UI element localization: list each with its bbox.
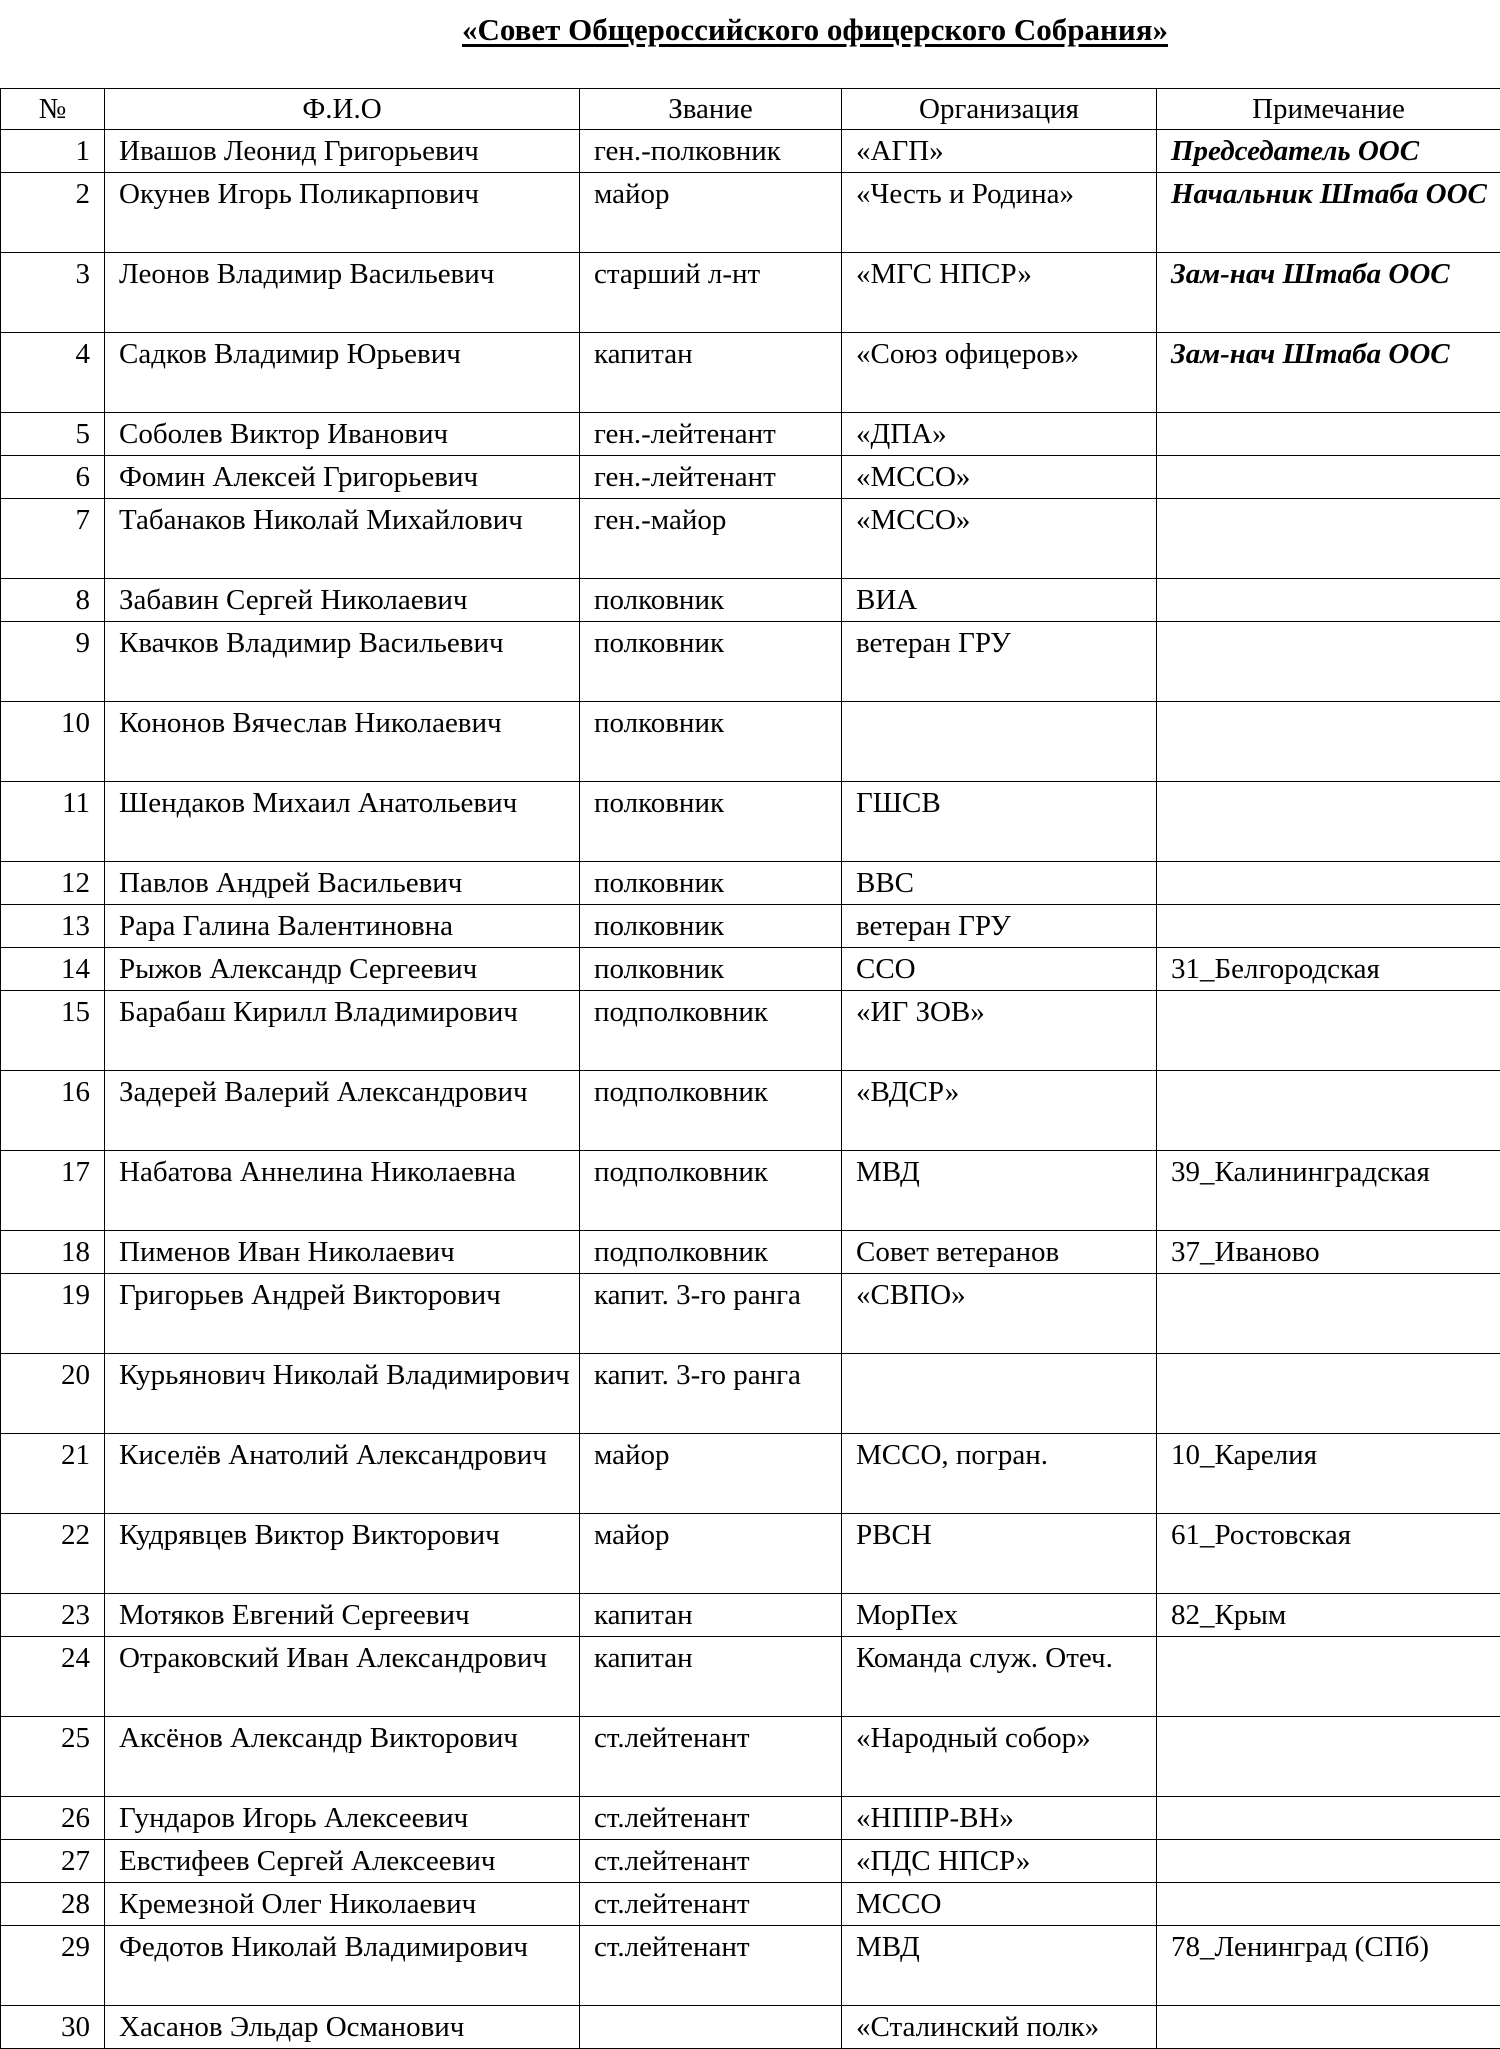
cell-number: 10 — [1, 702, 105, 782]
cell-number: 12 — [1, 862, 105, 905]
cell-note: Зам-нач Штаба ООС — [1157, 253, 1500, 333]
document-title: «Совет Общероссийского офицерского Собрания» — [0, 12, 1500, 48]
cell-organization: «МГС НПСР» — [842, 253, 1157, 333]
cell-name: Окунев Игорь Поликарпович — [105, 173, 580, 253]
cell-number: 25 — [1, 1717, 105, 1797]
cell-name: Курьянович Николай Владимирович — [105, 1354, 580, 1434]
cell-organization: «ДПА» — [842, 413, 1157, 456]
cell-organization: «АГП» — [842, 130, 1157, 173]
cell-organization: ГШСВ — [842, 782, 1157, 862]
cell-number: 27 — [1, 1840, 105, 1883]
cell-organization: «ИГ ЗОВ» — [842, 991, 1157, 1071]
cell-name: Ивашов Леонид Григорьевич — [105, 130, 580, 173]
cell-organization: МВД — [842, 1926, 1157, 2006]
cell-rank: капитан — [580, 1637, 842, 1717]
cell-rank: полковник — [580, 782, 842, 862]
cell-name: Рыжов Александр Сергеевич — [105, 948, 580, 991]
cell-name: Пименов Иван Николаевич — [105, 1231, 580, 1274]
cell-name: Соболев Виктор Иванович — [105, 413, 580, 456]
cell-rank: полковник — [580, 702, 842, 782]
cell-note — [1157, 2006, 1500, 2049]
cell-rank: ст.лейтенант — [580, 1883, 842, 1926]
cell-name: Рара Галина Валентиновна — [105, 905, 580, 948]
cell-rank — [580, 2006, 842, 2049]
cell-organization: ВВС — [842, 862, 1157, 905]
cell-note — [1157, 1883, 1500, 1926]
cell-number: 16 — [1, 1071, 105, 1151]
cell-note: 78_Ленинград (СПб) — [1157, 1926, 1500, 2006]
cell-name: Шендаков Михаил Анатольевич — [105, 782, 580, 862]
cell-number: 15 — [1, 991, 105, 1071]
cell-organization: «Народный собор» — [842, 1717, 1157, 1797]
cell-rank: ген.-лейтенант — [580, 413, 842, 456]
cell-rank: майор — [580, 1514, 842, 1594]
cell-number: 23 — [1, 1594, 105, 1637]
cell-rank: полковник — [580, 622, 842, 702]
cell-rank: капит. 3-го ранга — [580, 1274, 842, 1354]
cell-note — [1157, 579, 1500, 622]
cell-rank: полковник — [580, 905, 842, 948]
table-row — [1, 702, 1500, 782]
cell-organization: МВД — [842, 1151, 1157, 1231]
cell-note — [1157, 1274, 1500, 1354]
cell-organization: Команда служ. Отеч. — [842, 1637, 1157, 1717]
cell-number: 20 — [1, 1354, 105, 1434]
cell-note — [1157, 413, 1500, 456]
cell-number: 3 — [1, 253, 105, 333]
cell-number: 2 — [1, 173, 105, 253]
cell-rank: полковник — [580, 948, 842, 991]
cell-name: Григорьев Андрей Викторович — [105, 1274, 580, 1354]
cell-name: Хасанов Эльдар Османович — [105, 2006, 580, 2049]
cell-number: 26 — [1, 1797, 105, 1840]
cell-name: Киселёв Анатолий Александрович — [105, 1434, 580, 1514]
cell-organization: «ВДСР» — [842, 1071, 1157, 1151]
cell-organization: ССО — [842, 948, 1157, 991]
column-header-number: № — [1, 89, 105, 130]
cell-note — [1157, 622, 1500, 702]
table-row — [1, 1231, 1500, 1274]
table-row — [1, 1926, 1500, 2006]
cell-name: Табанаков Николай Михайлович — [105, 499, 580, 579]
cell-rank: подполковник — [580, 991, 842, 1071]
cell-name: Кремезной Олег Николаевич — [105, 1883, 580, 1926]
table-row — [1, 579, 1500, 622]
cell-note — [1157, 1717, 1500, 1797]
cell-name: Кононов Вячеслав Николаевич — [105, 702, 580, 782]
cell-number: 21 — [1, 1434, 105, 1514]
members-table — [0, 88, 1500, 2049]
cell-note: 37_Иваново — [1157, 1231, 1500, 1274]
cell-organization: «ПДС НПСР» — [842, 1840, 1157, 1883]
cell-name: Забавин Сергей Николаевич — [105, 579, 580, 622]
table-row — [1, 1797, 1500, 1840]
cell-rank: капит. 3-го ранга — [580, 1354, 842, 1434]
table-row — [1, 173, 1500, 253]
cell-rank: ст.лейтенант — [580, 1797, 842, 1840]
cell-number: 24 — [1, 1637, 105, 1717]
cell-name: Гундаров Игорь Алексеевич — [105, 1797, 580, 1840]
cell-organization: «НППР-ВН» — [842, 1797, 1157, 1840]
table-row — [1, 948, 1500, 991]
cell-number: 22 — [1, 1514, 105, 1594]
table-header-row — [1, 89, 1500, 130]
cell-organization: МССО — [842, 1883, 1157, 1926]
cell-number: 7 — [1, 499, 105, 579]
cell-number: 13 — [1, 905, 105, 948]
cell-name: Задерей Валерий Александрович — [105, 1071, 580, 1151]
table-row — [1, 130, 1500, 173]
cell-rank: старший л-нт — [580, 253, 842, 333]
cell-rank: ген.-полковник — [580, 130, 842, 173]
cell-name: Набатова Аннелина Николаевна — [105, 1151, 580, 1231]
cell-organization: МорПех — [842, 1594, 1157, 1637]
cell-name: Квачков Владимир Васильевич — [105, 622, 580, 702]
cell-note — [1157, 1797, 1500, 1840]
cell-name: Мотяков Евгений Сергеевич — [105, 1594, 580, 1637]
cell-rank: ст.лейтенант — [580, 1926, 842, 2006]
cell-organization: ветеран ГРУ — [842, 905, 1157, 948]
cell-name: Барабаш Кирилл Владимирович — [105, 991, 580, 1071]
cell-rank: майор — [580, 173, 842, 253]
cell-rank: подполковник — [580, 1151, 842, 1231]
cell-organization — [842, 702, 1157, 782]
cell-number: 18 — [1, 1231, 105, 1274]
cell-organization: РВСН — [842, 1514, 1157, 1594]
cell-note: Начальник Штаба ООС — [1157, 173, 1500, 253]
table-row — [1, 1637, 1500, 1717]
cell-number: 19 — [1, 1274, 105, 1354]
cell-number: 28 — [1, 1883, 105, 1926]
cell-number: 29 — [1, 1926, 105, 2006]
table-row — [1, 499, 1500, 579]
cell-name: Евстифеев Сергей Алексеевич — [105, 1840, 580, 1883]
cell-organization: «Честь и Родина» — [842, 173, 1157, 253]
table-row — [1, 1840, 1500, 1883]
cell-note — [1157, 905, 1500, 948]
table-body — [1, 130, 1500, 2049]
table-row — [1, 905, 1500, 948]
cell-number: 6 — [1, 456, 105, 499]
cell-note — [1157, 702, 1500, 782]
table-row — [1, 413, 1500, 456]
cell-note — [1157, 499, 1500, 579]
cell-name: Садков Владимир Юрьевич — [105, 333, 580, 413]
cell-note: Зам-нач Штаба ООС — [1157, 333, 1500, 413]
cell-name: Леонов Владимир Васильевич — [105, 253, 580, 333]
cell-note — [1157, 1071, 1500, 1151]
cell-note: Председатель ООС — [1157, 130, 1500, 173]
cell-number: 14 — [1, 948, 105, 991]
column-header-name: Ф.И.О — [105, 89, 580, 130]
cell-number: 17 — [1, 1151, 105, 1231]
cell-rank: ген.-лейтенант — [580, 456, 842, 499]
table-row — [1, 456, 1500, 499]
cell-organization: ВИА — [842, 579, 1157, 622]
cell-rank: капитан — [580, 333, 842, 413]
cell-name: Отраковский Иван Александрович — [105, 1637, 580, 1717]
column-header-organization: Организация — [842, 89, 1157, 130]
cell-organization: «СВПО» — [842, 1274, 1157, 1354]
cell-number: 8 — [1, 579, 105, 622]
cell-rank: подполковник — [580, 1231, 842, 1274]
cell-rank: полковник — [580, 579, 842, 622]
cell-organization: «Союз офицеров» — [842, 333, 1157, 413]
cell-organization: ветеран ГРУ — [842, 622, 1157, 702]
cell-note: 39_Калининградская — [1157, 1151, 1500, 1231]
table-row — [1, 253, 1500, 333]
table-row — [1, 1514, 1500, 1594]
cell-name: Павлов Андрей Васильевич — [105, 862, 580, 905]
cell-number: 5 — [1, 413, 105, 456]
cell-name: Фомин Алексей Григорьевич — [105, 456, 580, 499]
cell-number: 30 — [1, 2006, 105, 2049]
cell-note — [1157, 991, 1500, 1071]
table-row — [1, 1354, 1500, 1434]
table-row — [1, 862, 1500, 905]
table-row — [1, 1594, 1500, 1637]
cell-note: 10_Карелия — [1157, 1434, 1500, 1514]
cell-note — [1157, 1840, 1500, 1883]
cell-organization — [842, 1354, 1157, 1434]
cell-organization: «Сталинский полк» — [842, 2006, 1157, 2049]
cell-note: 61_Ростовская — [1157, 1514, 1500, 1594]
column-header-note: Примечание — [1157, 89, 1500, 130]
cell-organization: «МССО» — [842, 456, 1157, 499]
cell-note — [1157, 456, 1500, 499]
table-row — [1, 1883, 1500, 1926]
cell-rank: ст.лейтенант — [580, 1840, 842, 1883]
cell-note: 82_Крым — [1157, 1594, 1500, 1637]
cell-name: Кудрявцев Виктор Викторович — [105, 1514, 580, 1594]
cell-name: Аксёнов Александр Викторович — [105, 1717, 580, 1797]
table-row — [1, 2006, 1500, 2049]
cell-note: 31_Белгородская — [1157, 948, 1500, 991]
cell-number: 11 — [1, 782, 105, 862]
cell-organization: МССО, погран. — [842, 1434, 1157, 1514]
table-row — [1, 991, 1500, 1071]
cell-note — [1157, 782, 1500, 862]
cell-name: Федотов Николай Владимирович — [105, 1926, 580, 2006]
cell-rank: ст.лейтенант — [580, 1717, 842, 1797]
cell-rank: полковник — [580, 862, 842, 905]
cell-number: 9 — [1, 622, 105, 702]
cell-organization: Совет ветеранов — [842, 1231, 1157, 1274]
cell-note — [1157, 1354, 1500, 1434]
table-row — [1, 1071, 1500, 1151]
cell-note — [1157, 862, 1500, 905]
table-row — [1, 333, 1500, 413]
table-row — [1, 1274, 1500, 1354]
cell-rank: подполковник — [580, 1071, 842, 1151]
table-row — [1, 782, 1500, 862]
cell-rank: капитан — [580, 1594, 842, 1637]
table-row — [1, 1151, 1500, 1231]
cell-number: 4 — [1, 333, 105, 413]
table-row — [1, 1434, 1500, 1514]
cell-number: 1 — [1, 130, 105, 173]
table-row — [1, 622, 1500, 702]
cell-rank: ген.-майор — [580, 499, 842, 579]
cell-organization: «МССО» — [842, 499, 1157, 579]
cell-rank: майор — [580, 1434, 842, 1514]
column-header-rank: Звание — [580, 89, 842, 130]
table-row — [1, 1717, 1500, 1797]
cell-note — [1157, 1637, 1500, 1717]
